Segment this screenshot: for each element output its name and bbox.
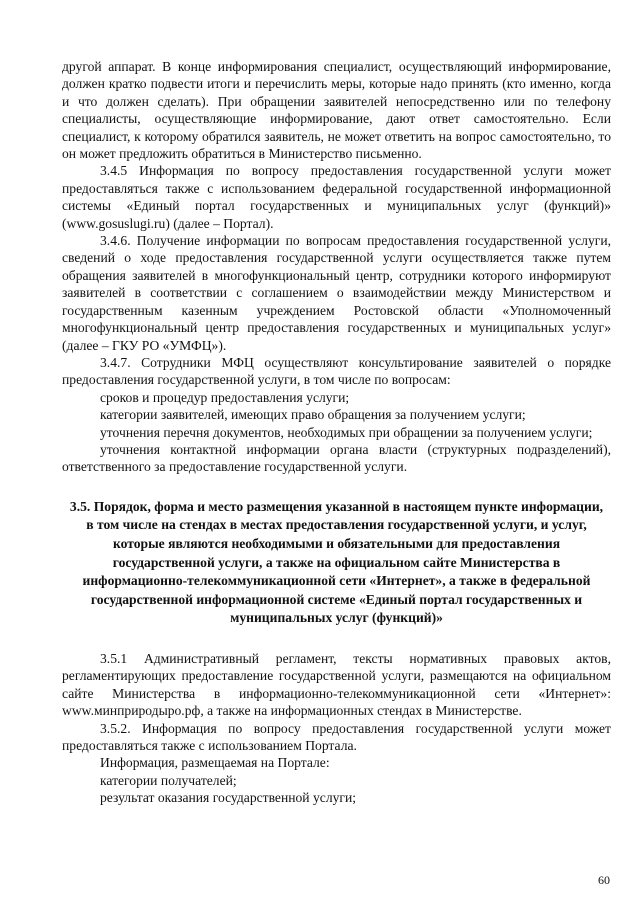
paragraph-3-5-1: 3.5.1 Административный регламент, тексты нормативных правовых актов, регламентирующих предоставление государственной услуги, размещаются на официальном сайте Министерства в информационно-телекоммуникационной сети «Интернет»: www.минприродыро.рф, а также на информационных стендах в Министерстве.	[62, 650, 611, 719]
paragraph-3-5-2: 3.5.2. Информация по вопросу предоставления государственной услуги может предоставляться также с использованием Портала.	[62, 720, 611, 753]
section-heading-3-5: 3.5. Порядок, форма и место размещения указанной в настоящем пункте информации, в том числе на стендах в местах предоставления государственной услуги, и услуг, которые являются необходимыми и обязательными для предоставления государственной услуги, а также на официальном сайте Министерства в информационно-телекоммуникационной сети «Интернет», а также в федеральной государственной информационной системе «Единый портал государственных и муниципальных услуг (функций)»	[69, 498, 604, 626]
paragraph-3-4-7: 3.4.7. Сотрудники МФЦ осуществляют консультирование заявителей о порядке предоставления государственной услуги, в том числе по вопросам:	[62, 354, 611, 388]
paragraph-portal-info: Информация, размещаемая на Портале:	[100, 755, 330, 771]
paragraph-3-4-5: 3.4.5 Информация по вопросу предоставления государственной услуги может предоставляться также с использованием федеральной государственной информационной системы «Единый портал государственных и муниципальных услуг (функций)» (www.gosuslugi.ru) (далее – Портал).	[62, 163, 611, 231]
list-item-deadlines: сроков и процедур предоставления услуги;	[100, 389, 350, 405]
list-item-applicant-categories: категории заявителей, имеющих право обращения за получением услуги;	[100, 407, 526, 423]
list-item-contact-info: уточнения контактной информации органа власти (структурных подразделений), ответственного за предоставление государственной услуги.	[62, 441, 611, 475]
document-body	[62, 58, 611, 807]
list-item-recipient-categories: категории получателей;	[100, 772, 237, 788]
list-item-service-result: результат оказания государственной услуги;	[100, 790, 357, 806]
paragraph-3-4-6: 3.4.6. Получение информации по вопросам предоставления государственной услуги, сведений о ходе предоставления государственной услуги осуществляется также путем обращения заявителей в многофункциональный центр, сотрудники которого информируют заявителей в соответствии с соглашением о взаимодействии между Министерством и государственным казенным учреждением Ростовской области «Уполномоченный многофункциональный центр предоставления государственных и муниципальных услуг» (далее – ГКУ РО «УМФЦ»).	[62, 233, 611, 353]
paragraph-informing-end: другой аппарат. В конце информирования специалист, осуществляющий информирование, должен кратко подвести итоги и перечислить меры, которые надо принять (кто именно, когда и что должен сделать). При обращении заявителей непосредственно или по телефону специалисты, осуществляющие информирование, дают ответ самостоятельно. Если специалист, к которому обратился заявитель, не может ответить на вопрос самостоятельно, то он может предложить обратиться в Министерство письменно.	[62, 59, 611, 162]
list-item-document-list: уточнения перечня документов, необходимых при обращении за получением услуги;	[100, 424, 593, 440]
page-number: 60	[598, 873, 610, 887]
